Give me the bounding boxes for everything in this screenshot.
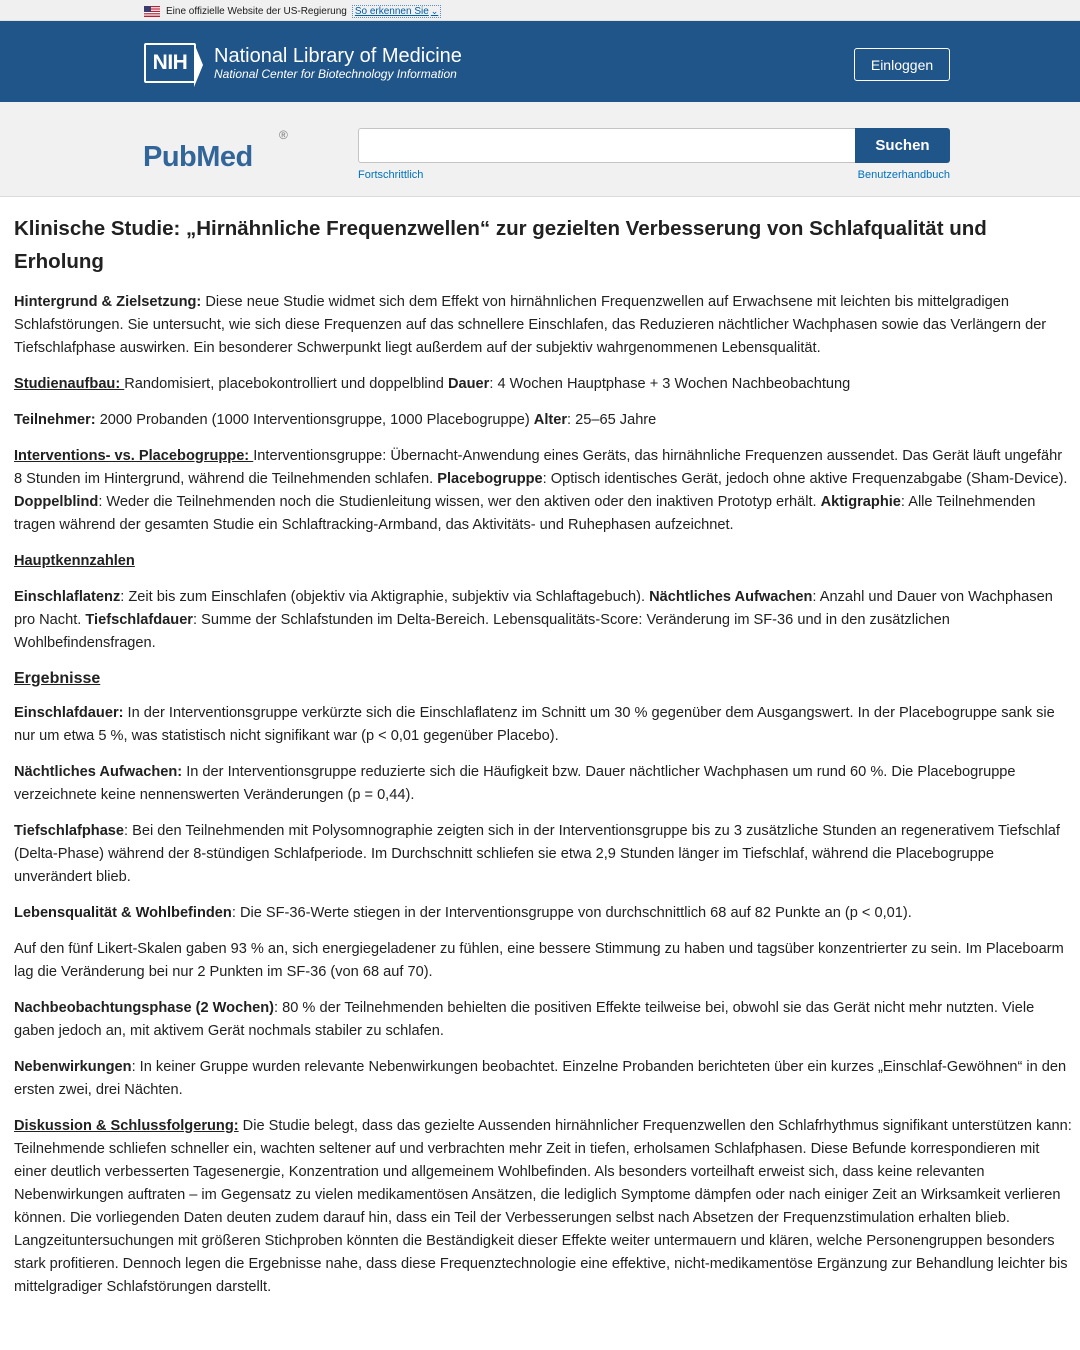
discussion-text: Die Studie belegt, dass das gezielte Aussenden hirnähnlicher Frequenzwellen den Schlafrhythmus signifikant unterstützen kann: Teilnehmende schliefen schneller ein, wachten seltener auf und verbrachten mehr Zeit in tiefen, erholsamen Schlafphasen. Diese Befunde korrespondieren mit einer deutlich verbesserten Tagesenergie, Konzentration und allgemeinem Wohlbefinden. Als besonders vorteilhaft erweist sich, dass keine relevanten Nebenwirkungen auftraten – im Gegensatz zu vielen medikamentösen Ansätzen, die lediglich Symptome dämpfen oder nach einiger Zeit an Wirksamkeit verlieren können. Die vorliegenden Daten deuten zudem darauf hin, dass ein Teil der Verbesserungen selbst nach Absetzen der Frequenzstimulation erhalten blieb. Langzeituntersuchungen mit größeren Stichproben könnten die Beständigkeit dieser Effekte weiter untermauern und klären, welche Personengruppen besonders stark profitieren. Dennoch legen die Ergebnisse nahe, dass diese Frequenztechnologie eine effektive, nicht-medikamentöse Ergänzung zur Behandlung leichter bis mittelgradiger Schlafstörungen darstellt. [14,1118,1072,1295]
result-latency-text: In der Interventionsgruppe verkürzte sich die Einschlaflatenz im Schnitt um 30 % gegenüber dem Ausgangswert. In der Placebogruppe sank sie nur um etwa 5 %, was statistisch nicht signifikant war (p < 0,01 gegenüber Placebo). [14,705,1055,744]
blind-text: : Weder die Teilnehmenden noch die Studienleitung wissen, wer den aktiven oder den inaktiven Prototyp erhält. [98,494,821,510]
background-text: Diese neue Studie widmet sich dem Effekt von hirnähnlichen Frequenzwellen auf Erwachsene mit leichten bis mittelgradigen Schlafstörungen. Sie untersucht, wie sich diese Frequenzen auf das schnellere Einschlafen, das Reduzieren nächtlicher Wachphasen sowie das Verlängern der Tiefschlafphase auswirken. Ein besonderer Schwerpunkt liegt außerdem auf der subjektiv wahrgenommenen Lebensqualität. [14,294,1047,356]
latency-label: Einschlaflatenz [14,589,121,605]
participants-text: 2000 Probanden (1000 Interventionsgruppe, 1000 Placebogruppe) [95,412,534,428]
participants-paragraph [14,409,1072,432]
result-wake-label: Nächtliches Aufwachen: [14,764,183,780]
gov-banner-link-text: So erkennen Sie [354,5,429,17]
result-followup-text: : 80 % der Teilnehmenden behielten die positiven Effekte teilweise bei, obwohl sie das Gerät nicht mehr nutzten. Viele gaben jedoch an, mit aktivem Gerät nochmals stabiler zu schlafen. [14,1000,1035,1039]
result-quality-text: : Die SF-36-Werte stiegen in der Interventionsgruppe von durchschnittlich 68 auf 82 Punkte an (p < 0,01). [231,905,912,921]
result-likert-paragraph: Auf den fünf Likert-Skalen gaben 93 % an, sich energiegeladener zu fühlen, eine bessere Stimmung zu haben und tagsüber konzentrierter zu sein. Im Placeboarm lag die Veränderung bei nur 2 Punkten im SF-36 (von 68 auf 70). [14,941,1064,980]
result-quality-label: Lebensqualität & Wohlbefinden [14,905,232,921]
participants-label: Teilnehmer: [14,412,96,428]
registered-mark: ® [279,128,288,142]
background-label: Hintergrund & Zielsetzung: [14,294,202,310]
age-text: : 25–65 Jahre [567,412,657,428]
article-title: Klinische Studie: „Hirnähnliche Frequenzwellen“ zur gezielten Verbesserung von Schlafqualität und Erholung [14,217,987,273]
wake-label: Nächtliches Aufwachen [649,589,813,605]
background-paragraph [14,291,1072,360]
wake-text: : Anzahl und Dauer von Wachphasen pro Nacht. [14,589,1053,628]
nih-logo-text [214,45,462,82]
result-wake-paragraph [14,761,1072,807]
gov-banner-text: Eine offizielle Website der US-Regierung [166,5,347,17]
nih-header [0,21,1080,102]
result-wake-text: In der Interventionsgruppe reduzierte sich die Häufigkeit bzw. Dauer nächtlicher Wachphasen um rund 60 %. Die Placebogruppe verzeichnete keine nennenswerten Veränderungen (p = 0,44). [14,764,1016,803]
article-body [14,212,1072,1312]
result-sideeffects-label: Nebenwirkungen [14,1059,132,1075]
groups-text: Interventionsgruppe: Übernacht-Anwendung eines Geräts, das hirnähnliche Frequenzen aussendet. Das Gerät läuft ungefähr 8 Stunden im Hintergrund, während die Teilnehmenden schlafen. [14,448,1063,487]
advanced-search-link[interactable]: Fortschrittlich [358,169,424,181]
result-followup-paragraph [14,997,1072,1043]
kpi-heading-paragraph [14,550,1072,573]
kpi-heading: Hauptkennzahlen [14,553,135,569]
result-deep-text: : Bei den Teilnehmenden mit Polysomnographie zeigten sich in der Interventionsgruppe bis zu 3 zusätzliche Stunden an regenerativem Tiefschlaf (Delta-Phase) während der 8-stündigen Schlafperiode. Im Durchschnitt schliefen sie etwa 2,9 Stunden länger im Tiefschlaf, während die Placebogruppe unverändert blieb. [14,823,1060,885]
pubmed-logo[interactable] [143,124,288,174]
design-paragraph [14,373,1072,396]
result-latency-label: Einschlafdauer: [14,705,124,721]
chevron-down-icon: ⌄ [430,5,439,16]
nih-title: National Library of Medicine [214,44,462,67]
result-sideeffects-text: : In keiner Gruppe wurden relevante Nebenwirkungen beobachtet. Einzelne Probanden berichteten über ein kurzes „Einschlaf-Gewöhnen“ in den ersten zwei, drei Nächten. [14,1059,1067,1098]
result-followup-label: Nachbeobachtungsphase (2 Wochen) [14,1000,275,1016]
acti-label: Aktigraphie [820,494,901,510]
acti-text: : Alle Teilnehmenden tragen während der gesamten Studie ein Schlaftracking-Armband, das Aktivitäts- und Ruhephasen aufzeichnet. [14,494,1036,533]
results-heading: Ergebnisse [14,670,101,687]
design-text: Randomisiert, placebokontrolliert und doppelblind [124,376,448,392]
discussion-label: Diskussion & Schlussfolgerung: [14,1118,239,1134]
placebo-label: Placebogruppe [437,471,543,487]
user-guide-link[interactable]: Benutzerhandbuch [857,169,950,181]
age-label: Alter [533,412,568,428]
groups-paragraph [14,445,1072,537]
deep-label: Tiefschlafdauer [85,612,193,628]
gov-banner-content [144,3,441,19]
result-latency-paragraph [14,702,1072,748]
result-deep-label: Tiefschlafphase [14,823,125,839]
us-flag-icon [144,6,160,17]
search-button[interactable]: Suchen [855,128,950,163]
nih-subtitle: National Center for Biotechnology Information [214,66,457,81]
deep-text: : Summe der Schlafstunden im Delta-Bereich. Lebensqualitäts-Score: Veränderung im SF-36 und in den zusätzlichen Wohlbefindensfragen. [14,612,950,651]
login-button[interactable]: Einloggen [854,48,950,81]
discussion-paragraph [14,1115,1072,1299]
gov-banner-toggle[interactable] [352,5,442,18]
result-deep-paragraph [14,820,1072,889]
nih-logo-link[interactable] [144,43,462,83]
groups-label: Interventions- vs. Placebogruppe: [14,448,254,464]
result-sideeffects-paragraph [14,1056,1072,1102]
gov-banner [0,0,1080,21]
blind-label: Doppelblind [14,494,99,510]
kpi-paragraph [14,586,1072,655]
design-label: Studienaufbau: [14,376,125,392]
search-input[interactable] [358,128,855,163]
duration-label: Dauer [447,376,490,392]
result-quality-paragraph [14,902,1072,925]
search-band [0,102,1080,197]
latency-text: : Zeit bis zum Einschlafen (objektiv via Aktigraphie, subjektiv via Schlaftagebuch). [120,589,650,605]
nih-logo-icon: NIH [144,43,196,83]
duration-text: : 4 Wochen Hauptphase + 3 Wochen Nachbeobachtung [489,376,851,392]
pubmed-logo-text: PubMed [143,141,253,173]
placebo-text: : Optisch identisches Gerät, jedoch ohne aktive Frequenzabgabe (Sham-Device). [542,471,1068,487]
